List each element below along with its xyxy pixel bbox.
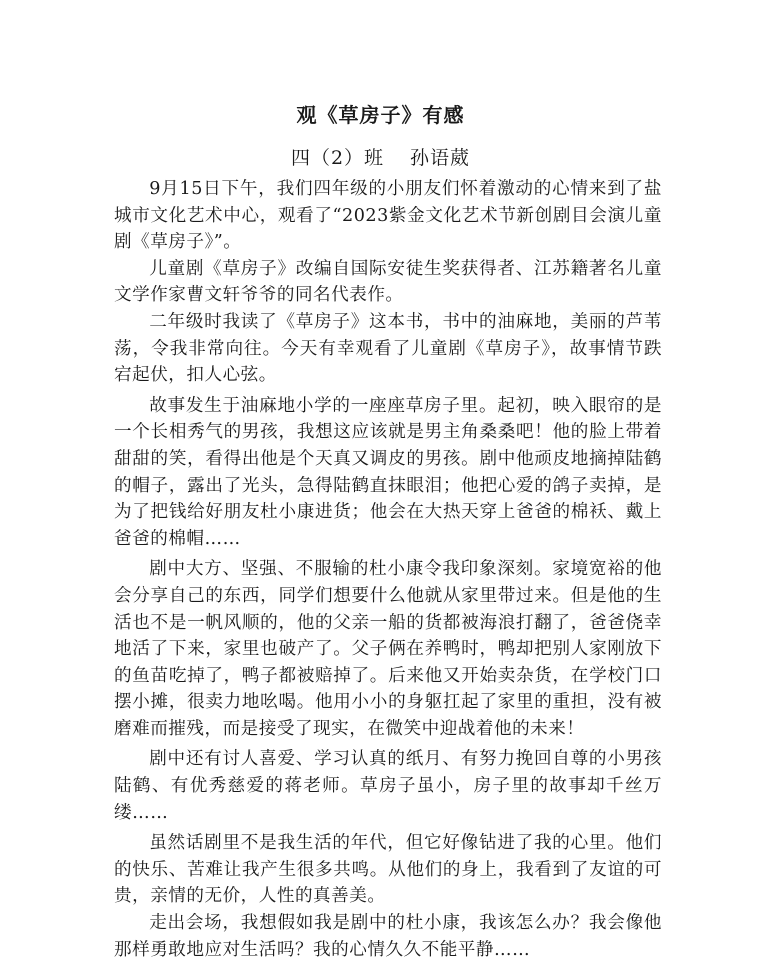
paragraph-6: 剧中还有讨人喜爱、学习认真的纸月、有努力挽回自尊的小男孩陆鹤、有优秀慈爱的蒋老师。草房子虽小，房子里的故事却千丝万缕…… (114, 749, 662, 823)
paragraph-5: 剧中大方、坚强、不服输的杜小康令我印象深刻。家境宽裕的他会分享自己的东西，同学们想要什么他就从家里带过来。但是他的生活也不是一帆风顺的，他的父亲一船的货都被海浪打翻了，爸爸侥幸地活了下来，家里也破产了。父子俩在养鸭时，鸭却把别人家刚放下的鱼苗吃掉了，鸭子都被赔掉了。后来他又开始卖杂货，在学校门口摆小摊，很卖力地吆喝。他用小小的身躯扛起了家里的重担，没有被磨难而摧残，而是接受了现实，在微笑中迎战着他的未来！ (114, 559, 662, 739)
paragraph-1: 9月15日下午，我们四年级的小朋友们怀着激动的心情来到了盐城市文化艺术中心，观看了“2023紫金文化艺术节新创剧目会演儿童剧《草房子》”。 (114, 179, 662, 253)
paragraph-8: 走出会场，我想假如我是剧中的杜小康，我该怎么办？我会像他那样勇敢地应对生活吗？我的心情久久不能平静…… (114, 913, 662, 960)
author-name: 孙语葳 (410, 147, 471, 169)
essay-body (114, 176, 662, 963)
class-label: 四（2）班 (290, 147, 385, 169)
paragraph-3: 二年级时我读了《草房子》这本书，书中的油麻地，美丽的芦苇荡，令我非常向往。今天有幸观看了儿童剧《草房子》，故事情节跌宕起伏，扣人心弦。 (114, 311, 662, 386)
paragraph-7: 虽然话剧里不是我生活的年代，但它好像钻进了我的心里。他们的快乐、苦难让我产生很多共鸣。从他们的身上，我看到了友谊的可贵，亲情的无价，人性的真善美。 (114, 833, 662, 907)
paragraph-2: 儿童剧《草房子》改编自国际安徒生奖获得者、江苏籍著名儿童文学作家曹文轩爷爷的同名代表作。 (114, 258, 662, 306)
byline (0, 143, 761, 170)
paragraph-4: 故事发生于油麻地小学的一座座草房子里。起初，映入眼帘的是一个长相秀气的男孩，我想这应该就是男主角桑桑吧！他的脸上带着甜甜的笑，看得出他是个天真又调皮的男孩。剧中他顽皮地摘掉陆鹤的帽子，露出了光头，急得陆鹤直抹眼泪；他把心爱的鸽子卖掉，是为了把钱给好朋友杜小康进货；他会在大热天穿上爸爸的棉袄、戴上爸爸的棉帽…… (114, 395, 662, 549)
essay-title: 观《草房子》有感 (296, 103, 465, 127)
